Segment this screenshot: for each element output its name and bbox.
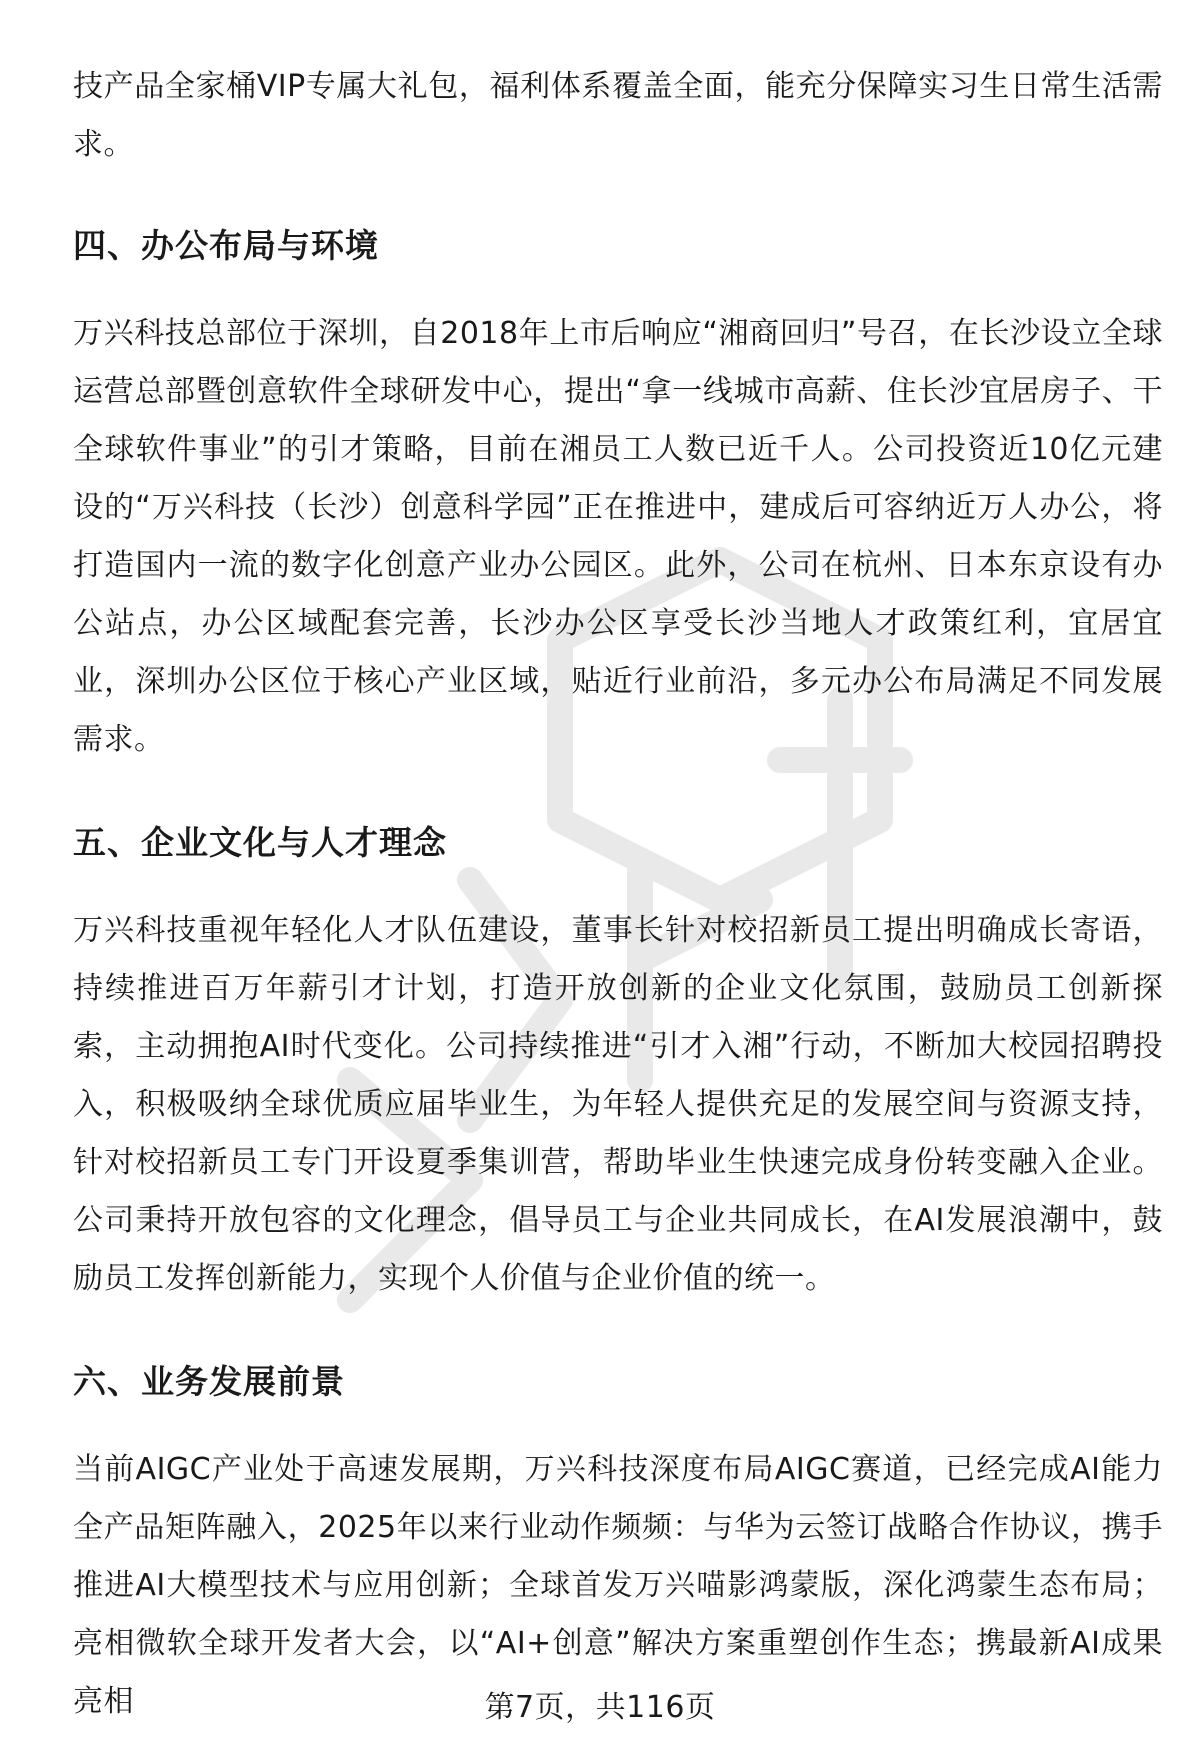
- paragraph-office-layout: 万兴科技总部位于深圳，自2018年上市后响应“湘商回归”号召，在长沙设立全球运营总部暨创意软件全球研发中心，提出“拿一线城市高薪、住长沙宜居房子、干全球软件事业”的引才策略，目前在湘员工人数已近千人。公司投资近10亿元建设的“万兴科技（长沙）创意科学园”正在推进中，建成后可容纳近万人办公，将打造国内一流的数字化创意产业办公园区。此外，公司在杭州、日本东京设有办公站点，办公区域配套完善，长沙办公区享受长沙当地人才政策红利，宜居宜业，深圳办公区位于核心产业区域，贴近行业前沿，多元办公布局满足不同发展需求。: [73, 316, 1163, 757]
- paragraph-benefits-end: 技产品全家桶VIP专属大礼包，福利体系覆盖全面，能充分保障实习生日常生活需求。: [73, 69, 1163, 162]
- section-heading-culture: 五、企业文化与人才理念: [73, 823, 447, 862]
- document-page: [73, 58, 1163, 1731]
- paragraph-business-outlook: 当前AIGC产业处于高速发展期，万兴科技深度布局AIGC赛道，已经完成AI能力全产品矩阵融入，2025年以来行业动作频频：与华为云签订战略合作协议，携手推进AI大模型技术与应用创新；全球首发万兴喵影鸿蒙版，深化鸿蒙生态布局；亮相微软全球开发者大会，以“AI+创意”解决方案重塑创作生态；携最新AI成果亮相: [73, 1452, 1163, 1719]
- page-indicator: 第7页，共116页: [484, 1690, 716, 1725]
- paragraph-culture: 万兴科技重视年轻化人才队伍建设，董事长针对校招新员工提出明确成长寄语，持续推进百万年薪引才计划，打造开放创新的企业文化氛围，鼓励员工创新探索，主动拥抱AI时代变化。公司持续推进“引才入湘”行动，不断加大校园招聘投入，积极吸纳全球优质应届毕业生，为年轻人提供充足的发展空间与资源支持，针对校招新员工专门开设夏季集训营，帮助毕业生快速完成身份转变融入企业。公司秉持开放包容的文化理念，倡导员工与企业共同成长，在AI发展浪潮中，鼓励员工发挥创新能力，实现个人价值与企业价值的统一。: [73, 913, 1163, 1296]
- section-heading-office-layout: 四、办公布局与环境: [73, 226, 379, 265]
- section-heading-business-outlook: 六、业务发展前景: [73, 1362, 345, 1401]
